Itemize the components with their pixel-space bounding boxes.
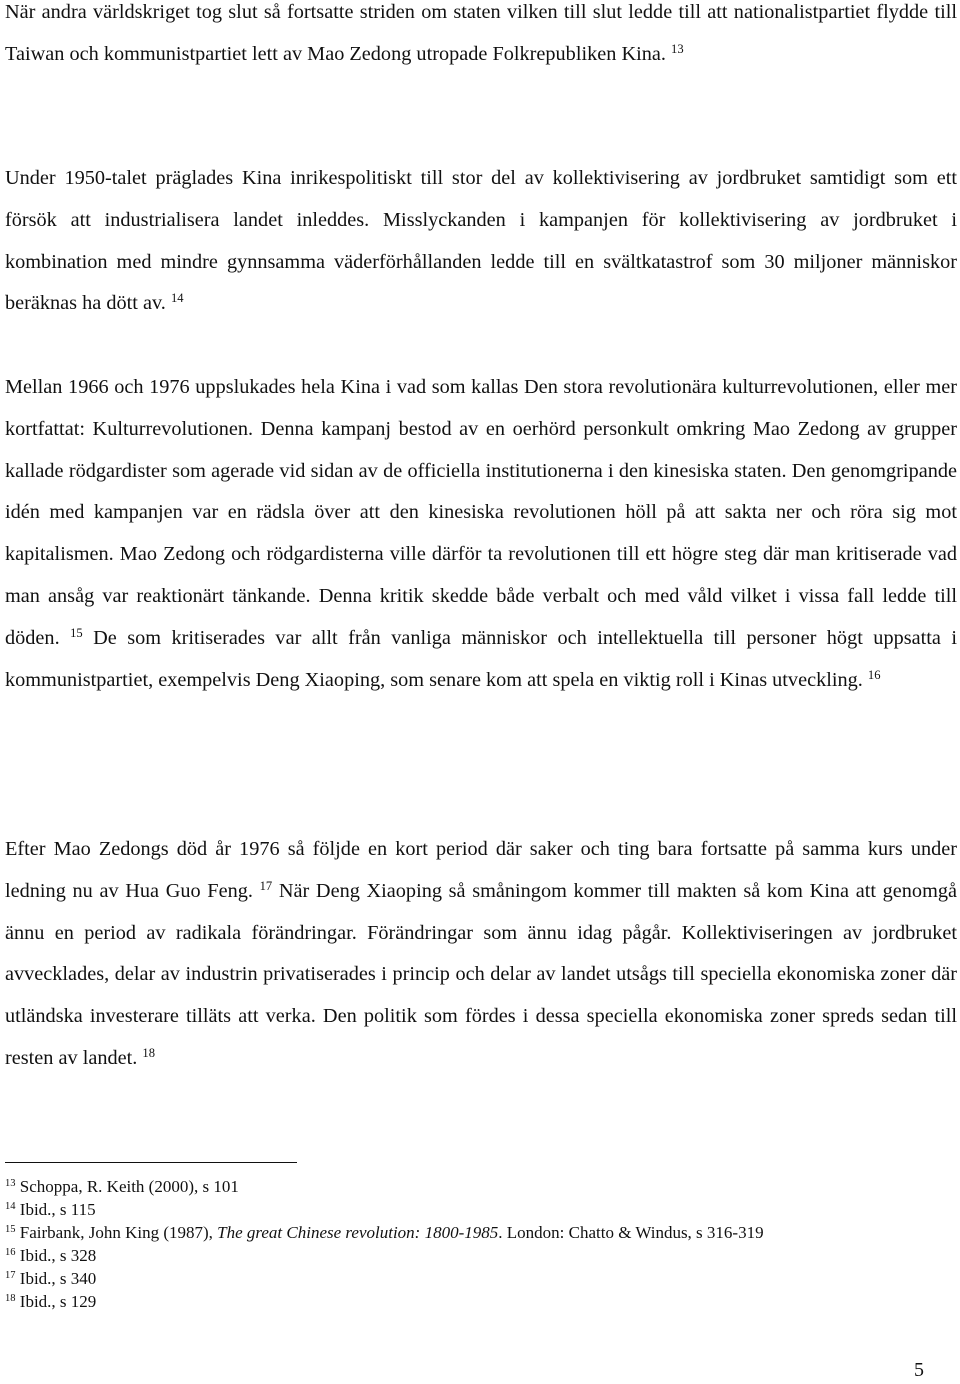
body-paragraph [5, 829, 957, 1080]
page-number: 5 [914, 1359, 924, 1381]
footnote-book-title: The great Chinese revolution: 1800-1985 [217, 1223, 499, 1242]
footnote-item [5, 1221, 957, 1244]
footnote-text: Ibid., s 340 [19, 1269, 97, 1288]
footnote-number: 17 [5, 1270, 16, 1282]
body-paragraph [5, 158, 957, 325]
footnote-text: Ibid., s 328 [19, 1246, 97, 1265]
footnote-text: Ibid., s 129 [19, 1292, 97, 1311]
footnote-separator [5, 1162, 297, 1163]
footnote-item [5, 1267, 957, 1290]
paragraph-text: De som kritiserades var allt från vanliga människor och intellektuella till personer högt uppsatta i kommunistpartiet, exempelvis Deng Xiaoping, som senare kom att spela en viktig roll i Kinas utveckling. [5, 626, 957, 691]
footnote-item [5, 1175, 957, 1198]
footnote-item [5, 1290, 957, 1313]
footnote-reference[interactable]: 18 [142, 1046, 155, 1061]
footnote-reference[interactable]: 16 [867, 667, 881, 682]
footnote-number: 15 [5, 1224, 16, 1236]
paragraph-text: När Deng Xiaoping så småningom kommer till makten så kom Kina att genomgå ännu en period av radikala förändringar. Förändringar som ännu idag pågår. Kollektiviseringen av jordbruket avvecklades, delar av industrin privatiserades i princip och delar av landet utsågs till speciella ekonomiska zoner där utländska investerare tilläts att verka. Den politik som fördes i dessa speciella ekonomiska zoner spreds sedan till resten av landet. [5, 879, 957, 1069]
paragraph-text: Efter Mao Zedongs död år 1976 så följde en kort period där saker och ting bara fortsatte på samma kurs under ledning nu av Hua Guo Feng. [5, 838, 957, 902]
body-paragraph [5, 367, 957, 701]
footnote-text: . London: Chatto & Windus, s 316-319 [498, 1223, 764, 1242]
footnote-list [5, 1175, 957, 1313]
footnote-item [5, 1198, 957, 1221]
footnote-number: 14 [5, 1201, 16, 1213]
footnote-reference[interactable]: 13 [671, 41, 684, 56]
footnote-number: 16 [5, 1247, 16, 1259]
paragraph-text: Mellan 1966 och 1976 uppslukades hela Kina i vad som kallas Den stora revolutionära kulturrevolutionen, eller mer kortfattat: Kulturrevolutionen. Denna kampanj bestod av en oerhörd personkult omkring Mao Zedong av grupper kallade rödgardister som agerade vid sidan av de officiella institutionerna i den kinesiska staten. Den genomgripande idén med kampanjen var en rädsla över att den kinesiska revolutionen höll på att sakta ner och röra sig mot kapitalismen. Mao Zedong och rödgardisterna ville därför ta revolutionen till ett högre steg där man kritiserade vad man ansåg var reaktionärt tänkande. Denna kritik skedde både verbalt och med våld vilket i vissa fall ledde till döden. [5, 376, 957, 649]
footnote-number: 18 [5, 1293, 16, 1305]
footnote-item [5, 1244, 957, 1267]
footnote-text: Schoppa, R. Keith (2000), s 101 [19, 1177, 239, 1196]
footnote-reference[interactable]: 15 [70, 625, 83, 640]
paragraph-text: När andra världskriget tog slut så fortsatte striden om staten vilken till slut ledde till att nationalistpartiet flydde till Taiwan och kommunistpartiet lett av Mao Zedong utropade Folkrepubliken Kina. [5, 1, 957, 65]
footnote-text: Fairbank, John King (1987), [19, 1223, 218, 1242]
footnote-reference[interactable]: 14 [170, 291, 184, 306]
footnote-reference[interactable]: 17 [259, 878, 273, 893]
footnote-number: 13 [5, 1178, 16, 1190]
body-paragraph [5, 0, 957, 76]
paragraph-text: Under 1950-talet präglades Kina inrikespolitiskt till stor del av kollektivisering av jordbruket samtidigt som ett försök att industrialisera landet inleddes. Misslyckanden i kampanjen för kollektivisering av jordbruket i kombination med mindre gynnsamma väderförhållanden ledde till en svältkatastrof som 30 miljoner människor beräknas ha dött av. [5, 167, 957, 315]
footnote-text: Ibid., s 115 [19, 1200, 96, 1219]
